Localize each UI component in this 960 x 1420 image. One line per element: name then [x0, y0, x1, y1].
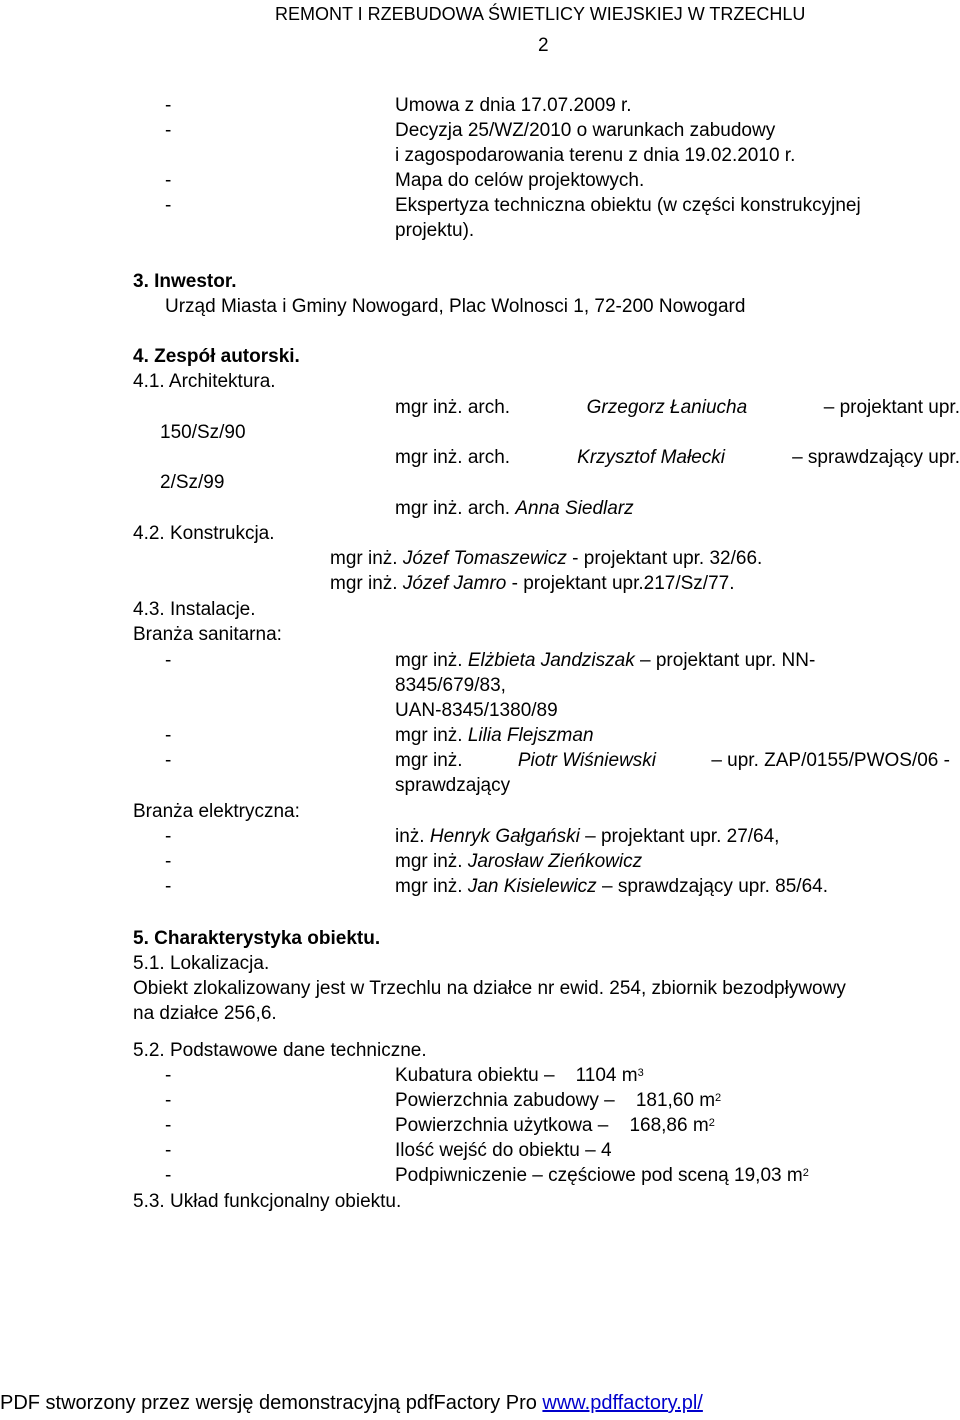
- member-role: – sprawdzający upr.: [792, 447, 960, 468]
- investor-text: Urząd Miasta i Gminy Nowogard, Plac Wolnosci 1, 72-200 Nowogard: [165, 296, 746, 317]
- footer-text: PDF stworzony przez wersję demonstracyjną pdfFactory Pro: [0, 1392, 537, 1414]
- tech-label: Podpiwniczenie – częściowe pod sceną 19,03 m: [395, 1165, 803, 1186]
- member-role: – upr. ZAP/0155/PWOS/06 -: [711, 750, 950, 771]
- member-prefix: mgr inż.: [395, 725, 463, 746]
- list-dash: -: [165, 725, 172, 746]
- tech-label: Powierzchnia zabudowy –: [395, 1090, 615, 1111]
- tech-unit-exponent: 2: [715, 1092, 722, 1104]
- list-dash: -: [165, 170, 172, 191]
- tech-label: Powierzchnia użytkowa –: [395, 1115, 609, 1136]
- tech-unit-exponent: 3: [637, 1067, 644, 1079]
- tech-label: Kubatura obiektu –: [395, 1065, 555, 1086]
- member-role: - projektant upr.217/Sz/77.: [511, 573, 735, 594]
- subsection-heading: 4.1. Architektura.: [133, 371, 276, 392]
- member-name: Piotr Wiśniewski: [517, 750, 657, 771]
- doc-item: Decyzja 25/WZ/2010 o warunkach zabudowy: [395, 120, 776, 141]
- member-prefix: mgr inż.: [395, 650, 463, 671]
- subsection-heading: 4.2. Konstrukcja.: [133, 523, 275, 544]
- list-dash: -: [165, 876, 172, 897]
- list-dash: -: [165, 120, 172, 141]
- member-name: Jan Kisielewicz: [467, 876, 597, 897]
- team-member: [395, 724, 594, 748]
- member-name: Józef Tomaszewicz: [402, 548, 567, 569]
- tech-data-item: [395, 1089, 721, 1113]
- footer-link[interactable]: www.pdffactory.pl/: [542, 1392, 703, 1414]
- tech-data-item: [395, 1139, 612, 1163]
- footer: [0, 1391, 703, 1415]
- member-prefix: mgr inż. arch.: [395, 498, 511, 519]
- tech-value: 1104 m: [575, 1065, 638, 1086]
- member-name: Henryk Gałgański: [429, 826, 580, 847]
- tech-data-item: [395, 1064, 644, 1088]
- section-heading: 4. Zespół autorski.: [133, 346, 300, 367]
- team-member: [395, 850, 642, 874]
- team-member: [330, 547, 762, 571]
- list-dash: -: [165, 851, 172, 872]
- tech-unit-exponent: 2: [708, 1117, 715, 1129]
- license-number: 2/Sz/99: [160, 472, 225, 493]
- member-name: Józef Jamro: [402, 573, 507, 594]
- list-dash: -: [165, 826, 172, 847]
- member-prefix: mgr inż.: [330, 548, 398, 569]
- member-role: – sprawdzający upr. 85/64.: [601, 876, 828, 897]
- section-heading: 3. Inwestor.: [133, 271, 237, 292]
- subsection-heading: 5.2. Podstawowe dane techniczne.: [133, 1040, 427, 1061]
- member-prefix: mgr inż. arch.: [395, 397, 511, 418]
- member-role: – projektant upr. 27/64,: [585, 826, 780, 847]
- list-dash: -: [165, 195, 172, 216]
- doc-item-cont: projektu).: [395, 220, 475, 241]
- list-dash: -: [165, 1090, 172, 1111]
- member-name: Krzysztof Małecki: [577, 447, 725, 468]
- member-prefix: mgr inż. arch.: [395, 447, 511, 468]
- team-member: [395, 825, 779, 849]
- doc-item: Ekspertyza techniczna obiektu (w części konstrukcyjnej: [395, 195, 861, 216]
- member-name: Jarosław Zieńkowicz: [467, 851, 643, 872]
- running-header: REMONT I RZEBUDOWA ŚWIETLICY WIEJSKIEJ W TRZECHLU: [275, 4, 806, 24]
- member-prefix: mgr inż.: [395, 876, 463, 897]
- member-role: - projektant upr. 32/66.: [572, 548, 763, 569]
- list-dash: -: [165, 750, 172, 771]
- list-dash: -: [165, 1165, 172, 1186]
- member-name: Elżbieta Jandziszak: [467, 650, 635, 671]
- tech-value: 181,60 m: [635, 1090, 716, 1111]
- team-member: [395, 497, 634, 521]
- team-member: [395, 749, 950, 773]
- member-role: – projektant upr. NN-: [640, 650, 816, 671]
- doc-item: Mapa do celów projektowych.: [395, 170, 645, 191]
- branch-heading: Branża sanitarna:: [133, 624, 282, 645]
- subsection-heading: 4.3. Instalacje.: [133, 599, 256, 620]
- doc-item: Umowa z dnia 17.07.2009 r.: [395, 95, 632, 116]
- member-prefix: inż.: [395, 826, 425, 847]
- tech-unit-exponent: 2: [802, 1167, 809, 1179]
- list-dash: -: [165, 1065, 172, 1086]
- doc-item-cont: i zagospodarowania terenu z dnia 19.02.2010 r.: [395, 145, 796, 166]
- tech-value: 168,86 m: [629, 1115, 709, 1136]
- team-member: [395, 446, 960, 470]
- section-heading: 5. Charakterystyka obiektu.: [133, 928, 381, 949]
- subsection-heading: 5.1. Lokalizacja.: [133, 953, 270, 974]
- location-text: Obiekt zlokalizowany jest w Trzechlu na działce nr ewid. 254, zbiornik bezodpływowy: [133, 978, 846, 999]
- list-dash: -: [165, 650, 172, 671]
- location-text: na działce 256,6.: [133, 1003, 277, 1024]
- list-dash: -: [165, 95, 172, 116]
- license-number: 150/Sz/90: [160, 422, 246, 443]
- member-role-cont: UAN-8345/1380/89: [395, 700, 558, 721]
- member-prefix: mgr inż.: [395, 750, 463, 771]
- list-dash: -: [165, 1140, 172, 1161]
- page-number: 2: [538, 35, 549, 56]
- member-name: Grzegorz Łaniucha: [586, 397, 748, 418]
- member-name: Anna Siedlarz: [515, 498, 634, 519]
- member-role-cont: 8345/679/83,: [395, 675, 506, 696]
- member-name: Lilia Flejszman: [467, 725, 594, 746]
- team-member: [395, 649, 815, 673]
- subsection-heading: 5.3. Układ funkcjonalny obiektu.: [133, 1191, 402, 1212]
- branch-heading: Branża elektryczna:: [133, 801, 300, 822]
- tech-data-item: [395, 1114, 715, 1138]
- member-prefix: mgr inż.: [395, 851, 463, 872]
- list-dash: -: [165, 1115, 172, 1136]
- team-member: [395, 396, 960, 420]
- member-role-cont: sprawdzający: [395, 775, 511, 796]
- tech-label: Ilość wejść do obiektu – 4: [395, 1140, 612, 1161]
- team-member: [330, 572, 735, 596]
- tech-data-item: [395, 1164, 809, 1188]
- member-role: – projektant upr.: [823, 397, 960, 418]
- team-member: [395, 875, 828, 899]
- member-prefix: mgr inż.: [330, 573, 398, 594]
